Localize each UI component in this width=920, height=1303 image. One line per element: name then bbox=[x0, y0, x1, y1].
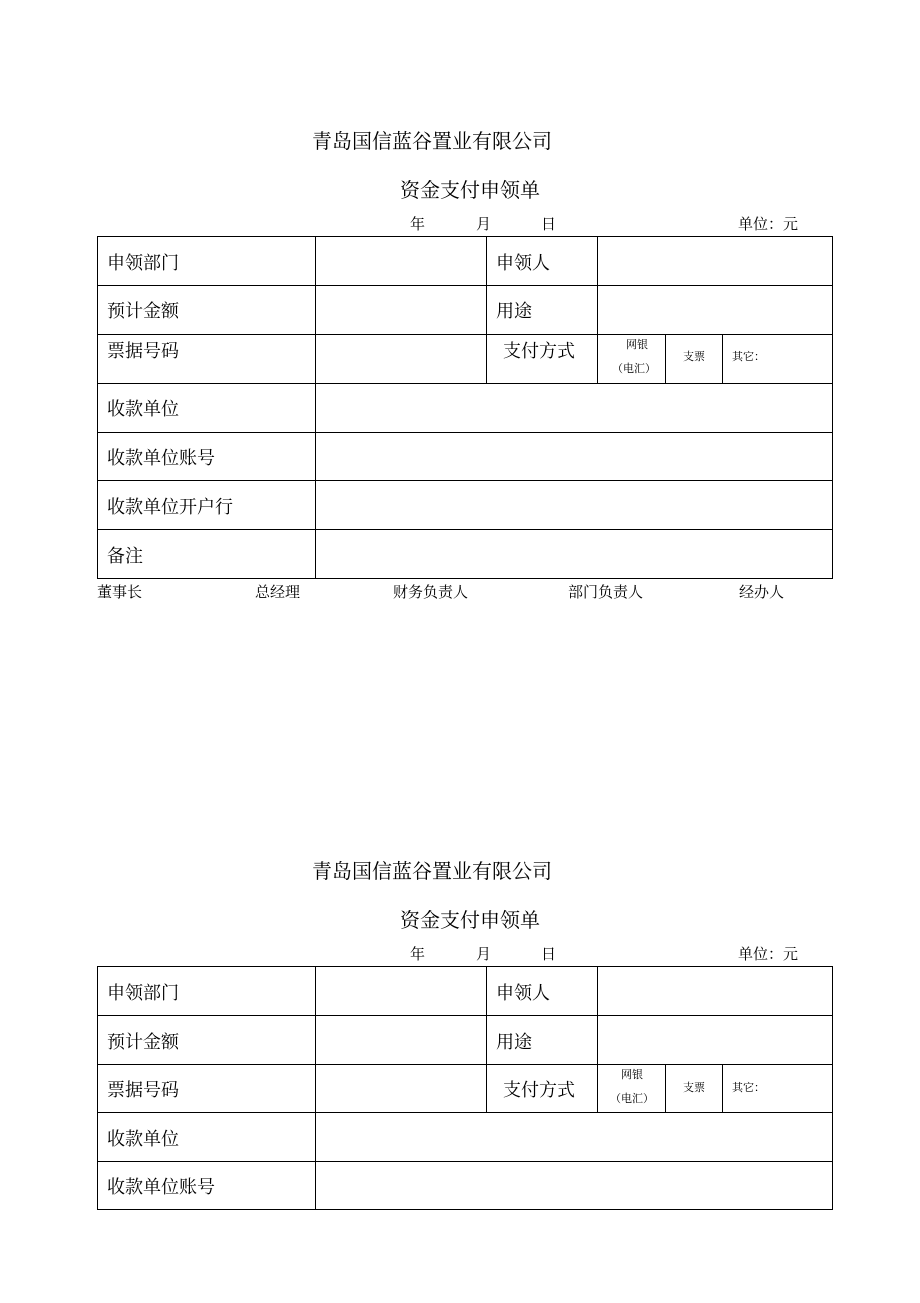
label-payee-account: 收款单位账号 bbox=[107, 1177, 215, 1198]
date-day: 日 bbox=[541, 945, 557, 963]
field-dept[interactable] bbox=[316, 967, 486, 1015]
pay-option-bank[interactable]: 网银 bbox=[621, 1068, 643, 1081]
label-pay-method: 支付方式 bbox=[503, 1080, 575, 1101]
sig-general-manager: 总经理 bbox=[255, 583, 301, 601]
label-payee-bank: 收款单位开户行 bbox=[107, 497, 233, 518]
form-title: 资金支付申领单 bbox=[400, 178, 540, 202]
date-month: 月 bbox=[476, 945, 492, 963]
unit-label: 单位：元 bbox=[738, 215, 799, 233]
label-payee-account: 收款单位账号 bbox=[107, 448, 215, 469]
field-applicant[interactable] bbox=[598, 967, 832, 1015]
field-ticket[interactable] bbox=[316, 1065, 486, 1112]
label-applicant: 申领人 bbox=[496, 983, 550, 1004]
label-purpose: 用途 bbox=[496, 1032, 532, 1053]
field-payee[interactable] bbox=[316, 1113, 832, 1161]
pay-option-check[interactable]: 支票 bbox=[683, 350, 705, 363]
label-remarks: 备注 bbox=[107, 546, 143, 567]
pay-option-other[interactable]: 其它： bbox=[732, 350, 765, 363]
label-ticket: 票据号码 bbox=[107, 341, 179, 362]
unit-label: 单位：元 bbox=[738, 945, 799, 963]
field-purpose[interactable] bbox=[598, 1016, 832, 1064]
label-dept: 申领部门 bbox=[107, 253, 179, 274]
field-amount[interactable] bbox=[316, 1016, 486, 1064]
label-applicant: 申领人 bbox=[496, 253, 550, 274]
pay-option-check[interactable]: 支票 bbox=[683, 1081, 705, 1094]
sig-dept-head: 部门负责人 bbox=[568, 583, 644, 601]
date-year: 年 bbox=[410, 945, 426, 963]
label-pay-method: 支付方式 bbox=[503, 341, 575, 362]
company-name: 青岛国信蓝谷置业有限公司 bbox=[312, 859, 552, 883]
sig-chairman: 董事长 bbox=[97, 583, 143, 601]
date-year: 年 bbox=[410, 215, 426, 233]
label-dept: 申领部门 bbox=[107, 983, 179, 1004]
sig-handler: 经办人 bbox=[739, 583, 785, 601]
label-amount: 预计金额 bbox=[107, 301, 179, 322]
pay-option-other[interactable]: 其它： bbox=[732, 1081, 765, 1094]
form-title: 资金支付申领单 bbox=[400, 908, 540, 932]
sig-finance-head: 财务负责人 bbox=[393, 583, 469, 601]
pay-option-bank[interactable]: 网银 bbox=[626, 338, 648, 351]
pay-option-wire: （电汇） bbox=[612, 362, 656, 375]
company-name: 青岛国信蓝谷置业有限公司 bbox=[312, 129, 552, 153]
pay-option-wire: （电汇） bbox=[610, 1092, 654, 1105]
label-ticket: 票据号码 bbox=[107, 1080, 179, 1101]
label-payee: 收款单位 bbox=[107, 1129, 179, 1150]
label-purpose: 用途 bbox=[496, 301, 532, 322]
field-payee-account[interactable] bbox=[316, 1162, 832, 1209]
date-day: 日 bbox=[541, 215, 557, 233]
date-month: 月 bbox=[476, 215, 492, 233]
label-amount: 预计金额 bbox=[107, 1032, 179, 1053]
label-payee: 收款单位 bbox=[107, 399, 179, 420]
